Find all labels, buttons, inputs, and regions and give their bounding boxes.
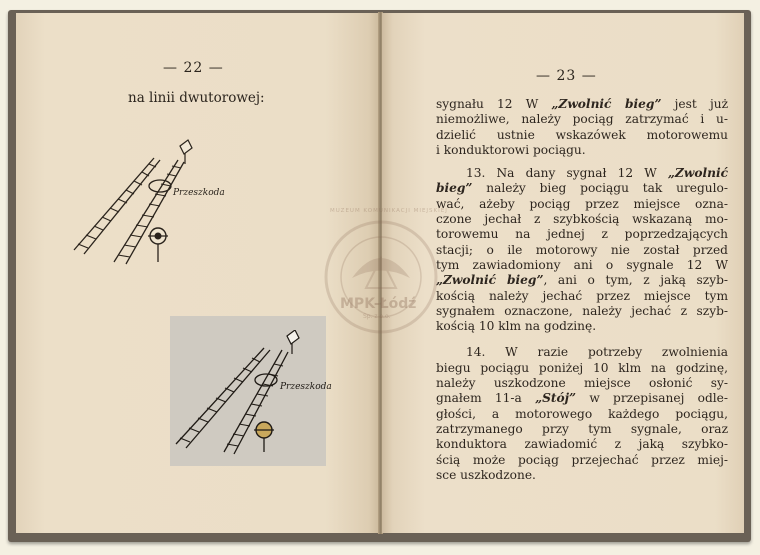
text-line [436, 273, 728, 288]
text-line [436, 407, 728, 422]
text-line [436, 197, 728, 212]
text-run: niemożliwe, należy pociąg zatrzymać i u- [436, 112, 728, 127]
emphasized-text-run: „Zwolnić [667, 166, 728, 181]
left-page-heading: na linii dwutorowej: [128, 90, 265, 106]
emphasized-text-run: bieg” [436, 181, 473, 196]
text-run: zatrzymanego przy tym sygnale, oraz [436, 421, 728, 436]
text-line [436, 437, 728, 452]
text-run: gnałem 11-a [436, 391, 536, 406]
text-run: ścią może pociąg przejechać przez miej- [436, 452, 728, 467]
track-diagram-top [70, 138, 240, 268]
text-run: 13. Na dany sygnał 12 W [466, 166, 668, 181]
text-line [436, 97, 728, 112]
text-line [436, 453, 728, 468]
text-line [436, 212, 728, 227]
text-run: dzielić ustnie wskazówek motorowemu [436, 127, 728, 142]
text-run: , ani o tym, z jaką szyb- [543, 273, 729, 288]
text-line [436, 361, 728, 376]
emphasized-text-run: „Zwolnić bieg” [551, 97, 662, 111]
text-line [436, 304, 728, 319]
text-run: sygnałem oznaczone, należy jechać z szyb- [436, 303, 728, 318]
text-run: należy uszkodzone miejsce osłonić sy- [436, 376, 728, 391]
watermark-text-main: MPK-Łódź [340, 296, 417, 312]
track-diagram-bottom [172, 330, 322, 455]
text-line [436, 319, 728, 334]
text-line [436, 181, 728, 196]
text-line [436, 166, 728, 181]
text-run: sce uszkodzone. [436, 467, 536, 482]
text-run: torowemu na jednej z poprzedzających [436, 227, 728, 242]
text-run: czone jechał z szybkością wskazaną mo- [436, 212, 728, 227]
text-run: i konduktorowi pociągu. [436, 142, 586, 157]
text-line [436, 289, 728, 304]
paragraph-13 [436, 166, 728, 334]
text-line [436, 143, 728, 158]
text-run: w przepisanej odle- [576, 391, 729, 406]
text-run: wać, ażeby pociąg przez miejsce ozna- [436, 196, 728, 211]
text-run: kością 10 klm na godzinę. [436, 319, 597, 334]
paragraph-14 [436, 345, 728, 483]
text-run: tym zawiadomiony ani o sygnale 12 W [436, 257, 728, 272]
text-run: konduktora zawiadomić z jaką szybko- [436, 437, 728, 452]
paragraph-continuation [436, 97, 728, 158]
text-line [436, 376, 728, 391]
text-line [436, 258, 728, 273]
emphasized-text-run: „Zwolnić bieg” [436, 273, 544, 288]
text-run: biegu pociągu poniżej 10 klm na godzinę, [436, 360, 728, 375]
left-page-number: — 22 — [163, 60, 224, 76]
text-line [436, 243, 728, 258]
text-run: jest już [661, 97, 728, 111]
text-run: kością należy jechać przez miejsce tym [436, 288, 728, 303]
right-page-body [436, 97, 728, 483]
text-line [436, 112, 728, 127]
text-line [436, 227, 728, 242]
text-line [436, 468, 728, 483]
obstacle-label-top: Przeszkoda [173, 188, 225, 198]
right-page-number: — 23 — [536, 68, 597, 84]
track-diagram-bottom-drawing [172, 330, 322, 455]
text-run: 14. W razie potrzeby zwolnienia [466, 345, 728, 360]
text-run: sygnału 12 W [436, 97, 552, 111]
emphasized-text-run: „Stój” [535, 391, 577, 406]
obstacle-label-bottom: Przeszkoda [280, 382, 332, 392]
text-run: należy bieg pociągu tak uregulo- [472, 181, 728, 196]
text-run: stacji; o ile motorowy nie został przed [436, 242, 728, 257]
text-run: głości, a motorowego każdego pociągu, [436, 406, 728, 421]
text-line [436, 128, 728, 143]
track-diagram-top-drawing [70, 138, 240, 268]
text-line [436, 422, 728, 437]
watermark-text-top: MUZEUM KOMUNIKACJI MIEJSKIEJ [330, 208, 448, 214]
text-line [436, 391, 728, 406]
watermark-text-sub: Sp. z o.o. [363, 313, 391, 320]
text-line [436, 345, 728, 360]
